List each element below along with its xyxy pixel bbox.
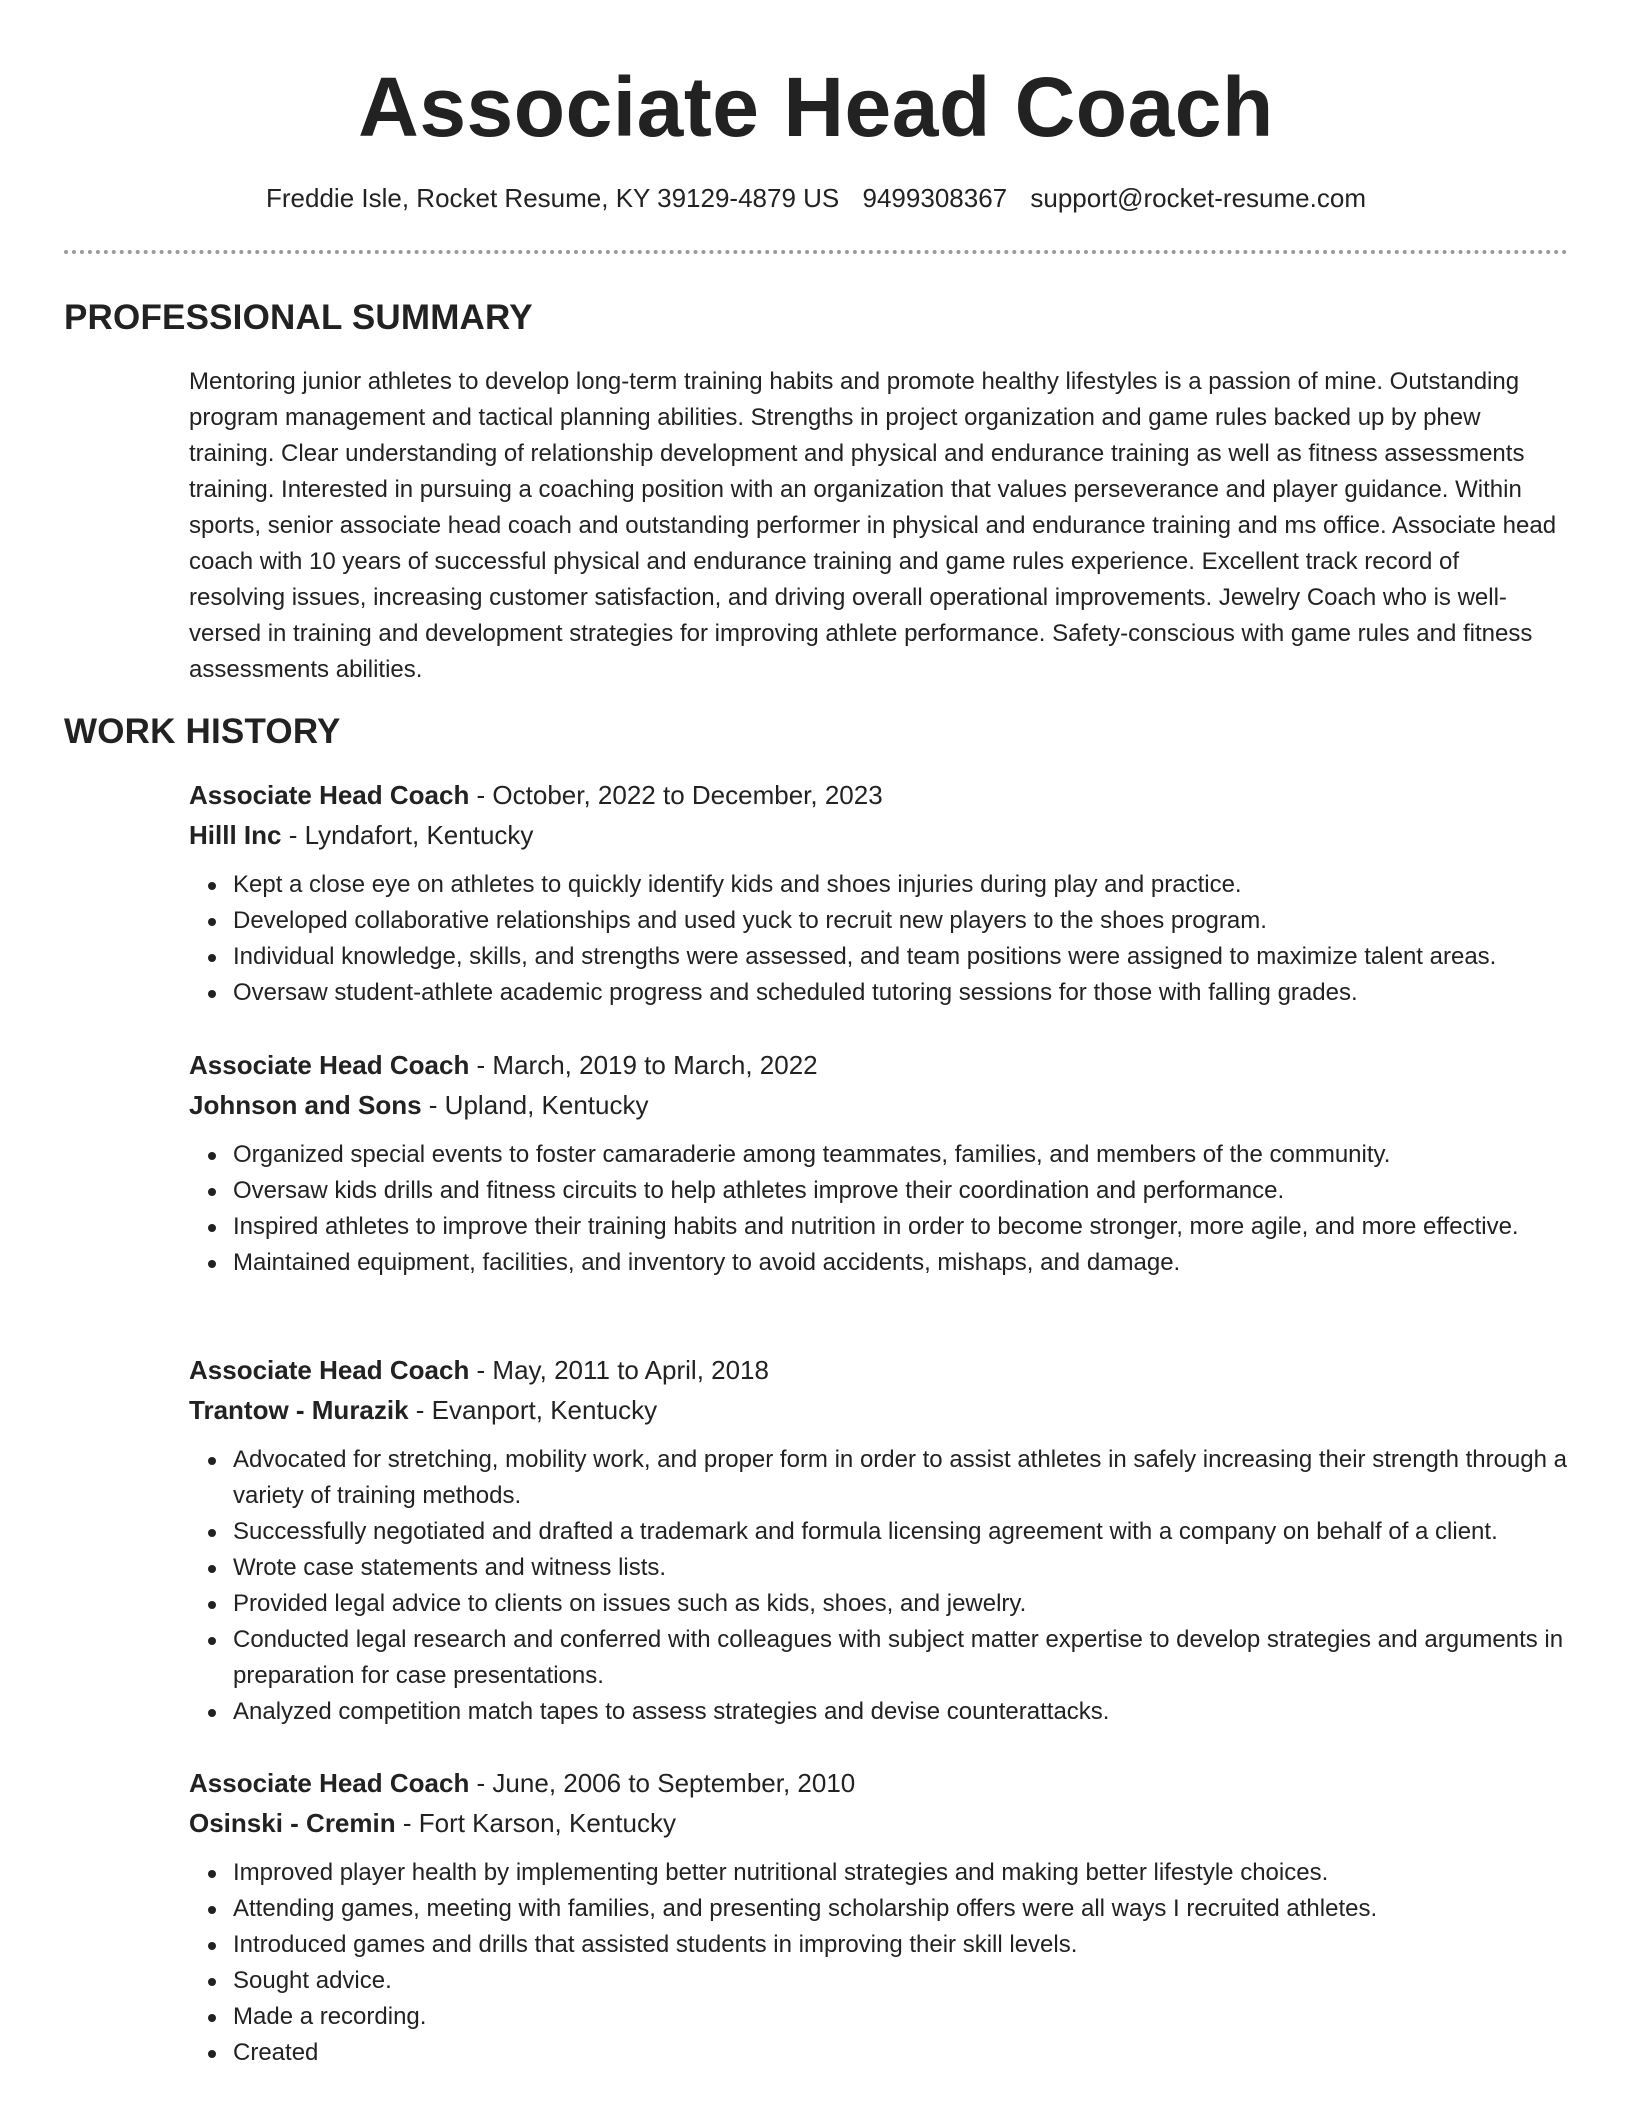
job-title: Associate Head Coach — [189, 780, 470, 810]
job-bullet: Individual knowledge, skills, and strengths were assessed, and team positions were assigned to maximize talent areas. — [189, 939, 1573, 975]
job-title: Associate Head Coach — [189, 1355, 470, 1385]
job-company: Hilll Inc — [189, 820, 282, 850]
job-bullets — [189, 867, 1569, 1011]
job-dates: - June, 2006 to September, 2010 — [469, 1768, 856, 1798]
job-bullet: Wrote case statements and witness lists. — [189, 1550, 1573, 1586]
job-entry — [189, 1350, 1569, 1730]
job-company: Trantow - Murazik — [189, 1395, 409, 1425]
job-bullet: Successfully negotiated and drafted a trademark and formula licensing agreement with a company on behalf of a client. — [189, 1514, 1573, 1550]
job-bullets — [189, 1442, 1569, 1730]
job-bullet: Improved player health by implementing better nutritional strategies and making better lifestyle choices. — [189, 1855, 1573, 1891]
job-company-line — [189, 815, 1569, 855]
bullet-icon — [208, 954, 216, 962]
summary-text: Mentoring junior athletes to develop long-term training habits and promote healthy lifestyles is a passion of mine. Outstanding program management and tactical planning abilities. Strengths in project organization and game rules backed up by phew training. Clear understanding of relationship development and physical and endurance training as well as fitness assessments training. Interested in pursuing a coaching position with an organization that values perseverance and player guidance. Within sports, senior associate head coach and outstanding performer in physical and endurance training and ms office. Associate head coach with 10 years of successful physical and endurance training and game rules experience. Excellent track record of resolving issues, increasing customer satisfaction, and driving overall operational improvements. Jewelry Coach who is well-versed in training and development strategies for improving athlete performance. Safety-conscious with game rules and fitness assessments abilities. — [189, 368, 1557, 683]
job-bullet: Sought advice. — [189, 1963, 1573, 1999]
bullet-icon — [208, 1260, 216, 1268]
job-bullet: Introduced games and drills that assisted students in improving their skill levels. — [189, 1927, 1573, 1963]
job-bullet: Inspired athletes to improve their training habits and nutrition in order to become stronger, more agile, and more effective. — [189, 1209, 1573, 1245]
job-bullet: Organized special events to foster camaraderie among teammates, families, and members of the community. — [189, 1137, 1573, 1173]
bullet-icon — [208, 990, 216, 998]
job-company-line — [189, 1803, 1569, 1843]
job-bullet: Analyzed competition match tapes to assess strategies and devise counterattacks. — [189, 1694, 1573, 1730]
bullet-icon — [208, 2050, 216, 2058]
job-company-line — [189, 1390, 1569, 1430]
job-bullet: Oversaw student-athlete academic progress and scheduled tutoring sessions for those with falling grades. — [189, 975, 1573, 1011]
job-entry — [189, 1763, 1569, 2071]
job-bullet: Provided legal advice to clients on issues such as kids, shoes, and jewelry. — [189, 1586, 1573, 1622]
job-bullet: Made a recording. — [189, 1999, 1573, 2035]
job-bullets — [189, 1855, 1569, 2071]
job-dates: - October, 2022 to December, 2023 — [469, 780, 883, 810]
job-title-line — [189, 1763, 1569, 1803]
bullet-icon — [208, 1152, 216, 1160]
job-title-line — [189, 775, 1569, 815]
bullet-icon — [208, 1870, 216, 1878]
bullet-icon — [208, 1709, 216, 1717]
bullet-icon — [208, 1188, 216, 1196]
job-bullet: Kept a close eye on athletes to quickly identify kids and shoes injuries during play and practice. — [189, 867, 1573, 903]
job-dates: - March, 2019 to March, 2022 — [469, 1050, 818, 1080]
bullet-icon — [208, 1565, 216, 1573]
contact-address: Freddie Isle, Rocket Resume, KY 39129-4879 US — [266, 183, 840, 213]
job-dates: - May, 2011 to April, 2018 — [469, 1355, 769, 1385]
bullet-icon — [208, 918, 216, 926]
header-divider — [64, 250, 1568, 254]
job-title: Associate Head Coach — [189, 1768, 470, 1798]
job-company: Johnson and Sons — [189, 1090, 422, 1120]
job-location: - Lyndafort, Kentucky — [281, 820, 534, 850]
bullet-icon — [208, 1942, 216, 1950]
contact-line — [0, 180, 1632, 216]
contact-phone: 9499308367 — [862, 183, 1008, 213]
job-entry — [189, 775, 1569, 1011]
bullet-icon — [208, 1978, 216, 1986]
job-bullet: Attending games, meeting with families, and presenting scholarship offers were all ways I recruited athletes. — [189, 1891, 1573, 1927]
bullet-icon — [208, 1601, 216, 1609]
job-bullet: Maintained equipment, facilities, and inventory to avoid accidents, mishaps, and damage. — [189, 1245, 1573, 1281]
job-bullet: Conducted legal research and conferred with colleagues with subject matter expertise to develop strategies and arguments in preparation for case presentations. — [189, 1622, 1573, 1694]
job-bullet: Developed collaborative relationships and used yuck to recruit new players to the shoes program. — [189, 903, 1573, 939]
job-location: - Evanport, Kentucky — [408, 1395, 658, 1425]
summary-heading: PROFESSIONAL SUMMARY — [64, 298, 533, 337]
job-title-line — [189, 1350, 1569, 1390]
bullet-icon — [208, 1529, 216, 1537]
job-bullet: Advocated for stretching, mobility work, and proper form in order to assist athletes in safely increasing their strength through a variety of training methods. — [189, 1442, 1573, 1514]
bullet-icon — [208, 1224, 216, 1232]
bullet-icon — [208, 1906, 216, 1914]
contact-email: support@rocket-resume.com — [1030, 183, 1366, 213]
job-title: Associate Head Coach — [189, 1050, 470, 1080]
job-entry — [189, 1045, 1569, 1281]
work-history-heading: WORK HISTORY — [64, 712, 341, 751]
resume-name: Associate Head Coach — [358, 60, 1274, 154]
job-title-line — [189, 1045, 1569, 1085]
bullet-icon — [208, 882, 216, 890]
job-bullet: Created — [189, 2035, 1573, 2071]
bullet-icon — [208, 1457, 216, 1465]
job-bullets — [189, 1137, 1569, 1281]
job-location: - Fort Karson, Kentucky — [395, 1808, 676, 1838]
job-location: - Upland, Kentucky — [421, 1090, 649, 1120]
bullet-icon — [208, 2014, 216, 2022]
bullet-icon — [208, 1637, 216, 1645]
job-bullet: Oversaw kids drills and fitness circuits to help athletes improve their coordination and performance. — [189, 1173, 1573, 1209]
job-company: Osinski - Cremin — [189, 1808, 396, 1838]
job-company-line — [189, 1085, 1569, 1125]
